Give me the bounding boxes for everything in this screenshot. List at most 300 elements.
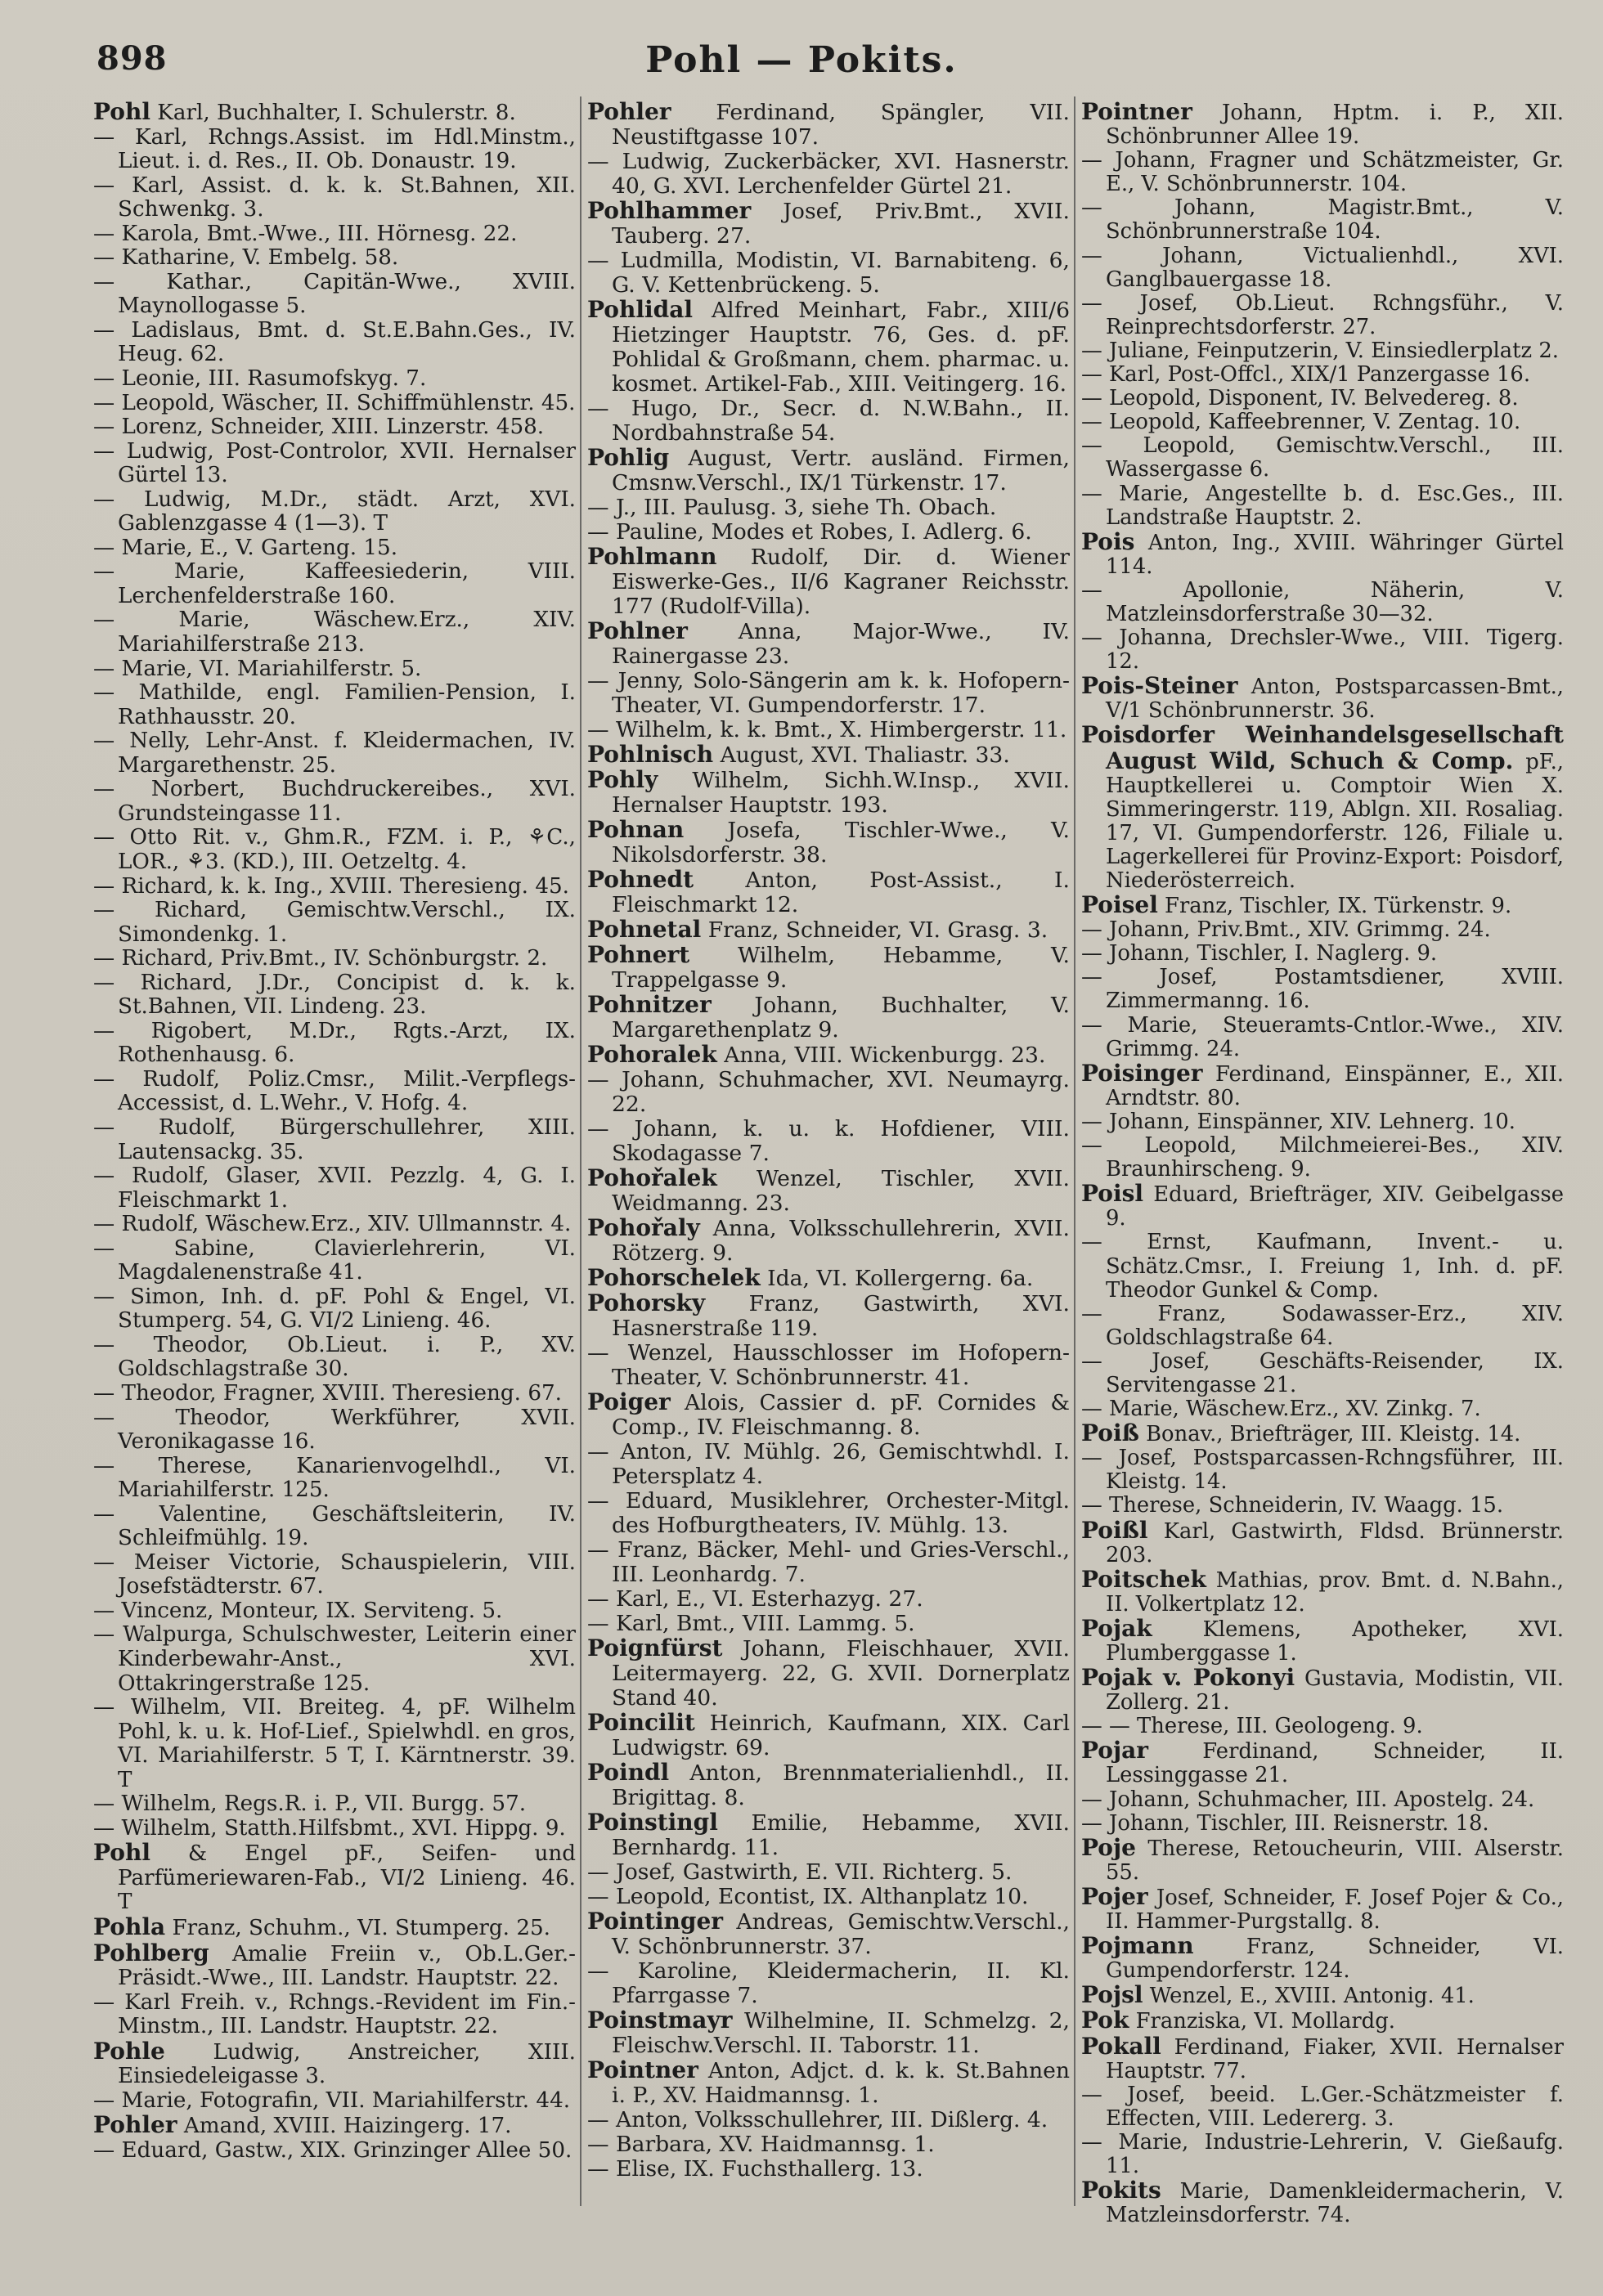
directory-entry	[93, 826, 576, 874]
directory-entry	[1081, 1231, 1564, 1302]
directory-entry	[587, 1291, 1070, 1341]
directory-entry	[587, 545, 1070, 619]
directory-entry	[587, 1860, 1070, 1885]
entry-text: — Hugo, Dr., Secr. d. N.W.Bahn., II. Nordbahnstraße 54.	[587, 396, 1070, 446]
directory-entry	[93, 947, 576, 971]
directory-entry	[587, 718, 1070, 742]
entry-text: August, XVI. Thaliastr. 33.	[713, 742, 1010, 768]
directory-entry	[1081, 1934, 1564, 1983]
entry-text: — Marie, E., V. Garteng. 15.	[93, 535, 398, 560]
entry-surname: Pohlner	[587, 617, 688, 644]
directory-entry	[587, 1760, 1070, 1810]
directory-entry	[1081, 1518, 1564, 1567]
directory-entry	[587, 2157, 1070, 2182]
directory-entry	[1081, 1715, 1564, 1738]
directory-entry	[93, 1334, 576, 1382]
directory-entry	[93, 1285, 576, 1334]
directory-entry	[587, 917, 1070, 943]
entry-text: — Ladislaus, Bmt. d. St.E.Bahn.Ges., IV. Heug. 62.	[93, 317, 576, 367]
directory-entry	[587, 1810, 1070, 1860]
entry-text: — Rudolf, Bürgerschullehrer, XIII. Lautensackg. 35.	[93, 1114, 576, 1164]
directory-entry	[93, 560, 576, 608]
entry-surname: Pohlidal	[587, 296, 693, 323]
entry-text: Ferdinand, Schneider, II. Lessinggasse 21.	[1106, 1739, 1564, 1788]
entry-surname: Poiß	[1081, 1419, 1139, 1447]
directory-entry	[93, 2113, 576, 2139]
entry-surname: Pohnert	[587, 941, 690, 968]
entry-text: Karl, Gastwirth, Fldsd. Brünnerstr. 203.	[1106, 1518, 1564, 1567]
entry-text: — Katharine, V. Embelg. 58.	[93, 245, 399, 271]
entry-text: — Wenzel, Hausschlosser im Hofopern-Theater, V. Schönbrunnerstr. 41.	[587, 1340, 1070, 1390]
entry-surname: Pohlhammer	[587, 197, 752, 224]
entry-text: — Ludwig, M.Dr., städt. Arzt, XVI. Gablenzgasse 4 (1—3). T	[93, 487, 576, 536]
entry-text: Amand, XVIII. Haizingerg. 17.	[177, 2114, 512, 2139]
entry-surname: Pojsl	[1081, 1981, 1143, 2009]
entry-surname: Pohlmann	[587, 543, 717, 570]
entry-surname: Pohnitzer	[587, 991, 712, 1018]
entry-text: — Richard, J.Dr., Concipist d. k. k. St.Bahnen, VII. Lindeng. 23.	[93, 970, 576, 1020]
entry-text: — Walpurga, Schulschwester, Leiterin einer Kinderbewahr-Anst., XVI. Ottakringerstraße 125.	[93, 1622, 576, 1696]
entry-text: — Nelly, Lehr-Anst. f. Kleidermachen, IV. Margarethenstr. 25.	[93, 729, 576, 778]
entry-text: — Elise, IX. Fuchsthallerg. 13.	[587, 2156, 923, 2182]
directory-column-2	[587, 100, 1070, 2182]
entry-text: — Vincenz, Monteur, IX. Serviteng. 5.	[93, 1598, 503, 1623]
entry-text: — Valentine, Geschäftsleiterin, IV. Schleifmühlg. 19.	[93, 1501, 576, 1551]
directory-entry	[587, 1390, 1070, 1440]
directory-entry	[1081, 387, 1564, 410]
entry-surname: Pohle	[93, 2037, 165, 2065]
directory-entry	[93, 415, 576, 440]
entry-surname: Pohnan	[587, 816, 685, 843]
entry-text: — Karoline, Kleidermacherin, II. Kl. Pfarrgasse 7.	[587, 1958, 1070, 2008]
entry-text: — Leopold, Kaffeebrenner, V. Zentag. 10.	[1081, 410, 1521, 435]
entry-surname: Pois	[1081, 527, 1135, 555]
entry-surname: Pohl	[93, 1839, 150, 1867]
entry-text: Klemens, Apotheker, XVI. Plumberggasse 1.	[1106, 1617, 1564, 1666]
entry-text: — Ernst, Kaufmann, Invent.- u. Schätz.Cmsr., I. Freiung 1, Inh. d. pF. Theodor Gunkel & Comp.	[1081, 1230, 1564, 1303]
entry-surname: Pojak v. Pokonyi	[1081, 1664, 1295, 1692]
entry-surname: Poincilit	[587, 1709, 695, 1736]
directory-column-1	[93, 100, 576, 2163]
entry-text: Emilie, Hebamme, XVII. Bernhardg. 11.	[612, 1810, 1070, 1860]
directory-entry	[587, 993, 1070, 1043]
directory-entry	[93, 1068, 576, 1116]
directory-entry	[93, 899, 576, 947]
entry-text: — Marie, Wäschew.Erz., XV. Zinkg. 7.	[1081, 1397, 1481, 1422]
directory-entry	[587, 496, 1070, 520]
directory-entry	[587, 1587, 1070, 1612]
directory-entry	[587, 669, 1070, 718]
entry-text: — Josef, Gastwirth, E. VII. Richterg. 5.	[587, 1859, 1013, 1885]
entry-surname: Poisinger	[1081, 1059, 1203, 1087]
entry-text: Wilhelm, Sichh.W.Insp., XVII. Hernalser Hauptstr. 193.	[612, 768, 1070, 818]
directory-entry	[587, 1117, 1070, 1166]
directory-entry	[93, 778, 576, 826]
entry-text: Franziska, VI. Mollardg.	[1129, 2009, 1395, 2034]
entry-surname: Pohler	[93, 2111, 177, 2139]
directory-entry	[93, 1551, 576, 1599]
entry-text: — Leopold, Gemischtw.Verschl., III. Wassergasse 6.	[1081, 433, 1564, 482]
entry-surname: Pohořalek	[587, 1164, 717, 1191]
entry-surname: Pojer	[1081, 1882, 1148, 1910]
entry-text: Josefa, Tischler-Wwe., V. Nikolsdorferstr. 38.	[612, 818, 1070, 868]
entry-surname: Pohlnisch	[587, 741, 714, 768]
entry-text: — Kathar., Capitän-Wwe., XVIII. Maynollogasse 5.	[93, 269, 576, 319]
directory-entry	[93, 536, 576, 561]
directory-entry	[93, 1116, 576, 1164]
entry-surname: Pohly	[587, 766, 658, 793]
directory-entry	[587, 818, 1070, 868]
entry-text: Josef, Schneider, F. Josef Pojer & Co., II. Hammer-Purgstallg. 8.	[1106, 1885, 1564, 1935]
directory-entry	[1081, 1494, 1564, 1518]
directory-entry	[93, 1941, 576, 1991]
directory-entry	[587, 1216, 1070, 1266]
entry-surname: Pojak	[1081, 1614, 1152, 1642]
directory-entry	[93, 246, 576, 271]
directory-entry	[587, 2108, 1070, 2132]
entry-text: — Josef, Postamtsdiener, XVIII. Zimmermanng. 16.	[1081, 965, 1564, 1014]
directory-entry	[93, 608, 576, 657]
entry-text: — Johann, Tischler, III. Reisnerstr. 18.	[1081, 1810, 1489, 1836]
entry-text: Rudolf, Dir. d. Wiener Eiswerke-Ges., II/6 Kagraner Reichsstr. 177 (Rudolf-Villa).	[612, 545, 1070, 619]
entry-surname: Poisdorfer Weinhandelsgesellschaft August Wild, Schuch & Comp.	[1081, 721, 1564, 774]
entry-text: — Therese, Kanarienvogelhdl., VI. Mariahilferstr. 125.	[93, 1453, 576, 1503]
directory-entry	[1081, 942, 1564, 966]
entry-text: — Apollonie, Näherin, V. Matzleinsdorferstraße 30—32.	[1081, 577, 1564, 626]
entry-text: Karl, Buchhalter, I. Schulerstr. 8.	[150, 101, 516, 125]
directory-entry	[587, 520, 1070, 545]
directory-entry	[1081, 1882, 1564, 1935]
entry-surname: Poinstmayr	[587, 2007, 733, 2034]
entry-text: — Barbara, XV. Haidmannsg. 1.	[587, 2132, 935, 2157]
entry-text: — Therese, Schneiderin, IV. Waagg. 15.	[1081, 1493, 1504, 1518]
entry-text: Ferdinand, Einspänner, E., XII. Arndtstr. 80.	[1106, 1061, 1564, 1110]
entry-text: Bonav., Briefträger, III. Kleistg. 14.	[1138, 1422, 1521, 1447]
directory-entry	[1081, 1061, 1564, 1110]
entry-surname: Pointinger	[587, 1908, 724, 1935]
entry-text: — Karl, Bmt., VIII. Lammg. 5.	[587, 1611, 915, 1636]
entry-surname: Pokall	[1081, 2032, 1161, 2060]
directory-entry	[587, 2132, 1070, 2157]
entry-text: — Otto Rit. v., Ghm.R., FZM. i. P., ⚘C., LOR., ⚘3. (KD.), III. Oetzeltg. 4.	[93, 825, 576, 874]
entry-surname: Pohl	[93, 98, 150, 125]
directory-entry	[587, 1959, 1070, 2008]
directory-entry	[1081, 1833, 1564, 1885]
entry-text: Anna, Volksschullehrerin, XVII. Rötzerg. 9.	[612, 1216, 1070, 1266]
entry-text: Ferdinand, Spängler, VII. Neustiftgasse 107.	[612, 100, 1070, 150]
entry-text: Amalie Freiin v., Ob.L.Ger.-Präsidt.-Wwe., III. Landstr. Hauptstr. 22.	[118, 1941, 576, 1991]
directory-entry	[93, 222, 576, 247]
entry-text: — Theodor, Werkführer, XVII. Veronikagasse 16.	[93, 1405, 576, 1455]
running-title: Pohl — Pokits.	[645, 39, 958, 81]
directory-entry	[587, 742, 1070, 768]
directory-entry	[587, 1909, 1070, 1959]
entry-text: — Johann, Victualienhdl., XVI. Ganglbauergasse 18.	[1081, 243, 1564, 292]
entry-text: — Leopold, Econtist, IX. Althanplatz 10.	[587, 1884, 1029, 1909]
directory-entry	[93, 1696, 576, 1792]
directory-entry	[587, 1612, 1070, 1636]
entry-surname: Poitschek	[1081, 1565, 1206, 1593]
directory-entry	[93, 488, 576, 536]
directory-entry	[587, 1043, 1070, 1068]
directory-entry	[1081, 196, 1564, 244]
directory-entry	[93, 875, 576, 899]
directory-entry	[587, 1636, 1070, 1711]
entry-text: — Rudolf, Glaser, XVII. Pezzlg. 4, G. I. Fleischmarkt 1.	[93, 1164, 576, 1213]
entry-text: — Johann, Priv.Bmt., XIV. Grimmg. 24.	[1081, 917, 1491, 943]
entry-text: — Johann, Magistr.Bmt., V. Schönbrunnerstraße 104.	[1081, 195, 1564, 244]
directory-entry	[93, 1792, 576, 1817]
column-rule	[1074, 96, 1075, 2206]
entry-text: Alfred Meinhart, Fabr., XIII/6 Hietzinger Hauptstr. 76, Ges. d. pF. Pohlidal & Großmann, chem. pharmac. u. kosmet. Artikel-Fab., XIII. Veitingerg. 16.	[612, 298, 1070, 397]
directory-entry	[1081, 527, 1564, 579]
entry-text: Heinrich, Kaufmann, XIX. Carl Ludwigstr. 69.	[612, 1711, 1070, 1760]
entry-text: — Johann, Fragner und Schätzmeister, Gr. E., V. Schönbrunnerstr. 104.	[1081, 148, 1564, 197]
entry-surname: Pointner	[587, 2056, 698, 2083]
entry-surname: Pohlberg	[93, 1939, 209, 1966]
entry-text: — Franz, Sodawasser-Erz., XIV. Goldschlagstraße 64.	[1081, 1301, 1564, 1350]
entry-text: Anton, Ing., XVIII. Währinger Gürtel 114.	[1106, 530, 1564, 579]
entry-text: — Jenny, Solo-Sängerin am k. k. Hofopern-Theater, VI. Gumpendorferstr. 17.	[587, 668, 1070, 718]
entry-text: Therese, Retoucheurin, VIII. Alserstr. 55.	[1106, 1836, 1564, 1885]
entry-text: — J., III. Paulusg. 3, siehe Th. Obach.	[587, 495, 997, 520]
directory-entry	[93, 681, 576, 729]
entry-text: — Marie, VI. Mariahilferstr. 5.	[93, 656, 422, 681]
directory-entry	[1081, 1567, 1564, 1617]
entry-text: — Karl Freih. v., Rchngs.-Revident im Fin.-Minstm., III. Landstr. Hauptstr. 22.	[93, 1989, 576, 2039]
entry-surname: Poisel	[1081, 891, 1158, 919]
entry-surname: Pohnedt	[587, 866, 694, 893]
entry-text: — Rudolf, Poliz.Cmsr., Milit.-Verpflegs-Accessist, d. L.Wehr., V. Hofg. 4.	[93, 1066, 576, 1116]
directory-entry	[587, 868, 1070, 917]
entry-text: Anna, VIII. Wickenburgg. 23.	[716, 1043, 1046, 1068]
directory-entry	[587, 943, 1070, 993]
entry-text: pF., Hauptkellerei u. Comptoir Wien X. Simmeringerstr. 119, Ablgn. XII. Rosaliag. 17, VI. Gumpendorferstr. 126, Filiale u. Lagerkellerei für Provinz-Export: Poisdorf, Niederösterreich.	[1106, 749, 1565, 893]
directory-entry	[93, 440, 576, 488]
entry-surname: Pohorsky	[587, 1289, 706, 1316]
entry-surname: Poinstingl	[587, 1809, 718, 1836]
directory-entry	[93, 729, 576, 778]
directory-entry	[1081, 434, 1564, 482]
directory-entry	[587, 1166, 1070, 1216]
directory-entry	[93, 657, 576, 682]
entry-text: — Pauline, Modes et Robes, I. Adlerg. 6.	[587, 519, 1032, 545]
directory-entry	[93, 971, 576, 1020]
entry-text: — Marie, Angestellte b. d. Esc.Ges., III. Landstraße Hauptstr. 2.	[1081, 481, 1564, 530]
directory-entry	[587, 199, 1070, 249]
directory-entry	[93, 100, 576, 126]
directory-entry	[1081, 893, 1564, 918]
entry-text: Anton, Postsparcassen-Bmt., V/1 Schönbrunnerstr. 36.	[1106, 675, 1564, 724]
directory-entry	[1081, 1014, 1564, 1061]
directory-entry	[1081, 100, 1564, 149]
directory-entry	[1081, 626, 1564, 674]
entry-surname: Pois-Steiner	[1081, 672, 1238, 700]
entry-text: — Karl, E., VI. Esterhazyg. 27.	[587, 1586, 923, 1612]
directory-entry	[1081, 482, 1564, 530]
entry-surname: Pojar	[1081, 1737, 1149, 1765]
entry-text: Anton, Post-Assist., I. Fleischmarkt 12.	[612, 868, 1070, 917]
entry-text: — Marie, Fotografin, VII. Mariahilferstr. 44.	[93, 2087, 571, 2113]
directory-entry	[587, 1489, 1070, 1538]
entry-text: — Johann, Einspänner, XIV. Lehnerg. 10.	[1081, 1109, 1515, 1134]
entry-text: — Leonie, III. Rasumofskyg. 7.	[93, 366, 427, 392]
directory-entry	[1081, 674, 1564, 723]
directory-entry	[93, 1991, 576, 2039]
directory-entry	[1081, 2178, 1564, 2227]
entry-text: — Norbert, Buchdruckereibes., XVI. Grundsteingasse 11.	[93, 777, 576, 826]
entry-surname: Pohorschelek	[587, 1264, 761, 1291]
directory-entry	[1081, 579, 1564, 626]
entry-surname: Pokits	[1081, 2177, 1161, 2204]
directory-entry	[93, 126, 576, 174]
directory-entry	[587, 619, 1070, 669]
directory-entry	[1081, 1421, 1564, 1446]
directory-entry	[1081, 1788, 1564, 1812]
entry-text: — Josef, beeid. L.Ger.-Schätzmeister f. Effecten, VIII. Ledererg. 3.	[1081, 2082, 1564, 2131]
entry-text: — Johann, Schuhmacher, III. Apostelg. 24.	[1081, 1787, 1535, 1812]
directory-entry	[93, 2139, 576, 2164]
entry-text: — Josef, Geschäfts-Reisender, IX. Servitengasse 21.	[1081, 1348, 1564, 1397]
entry-text: — Josef, Postsparcassen-Rchngsführer, III. Kleistg. 14.	[1081, 1446, 1564, 1495]
entry-text: Wilhelm, Hebamme, V. Trappelgasse 9.	[612, 943, 1070, 993]
entry-text: — Ludwig, Post-Controlor, XVII. Hernalser Gürtel 13.	[93, 438, 576, 488]
entry-text: — Wilhelm, VII. Breiteg. 4, pF. Wilhelm Pohl, k. u. k. Hof-Lief., Spielwhdl. en gros, VI. Mariahilferstr. 5 T, I. Kärntnerstr. 39. T	[93, 1695, 576, 1792]
entry-text: — Karola, Bmt.-Wwe., III. Hörnesg. 22.	[93, 221, 518, 246]
directory-entry	[1081, 1397, 1564, 1421]
entry-text: — Richard, Gemischtw.Verschl., IX. Simondenkg. 1.	[93, 898, 576, 947]
directory-entry	[1081, 363, 1564, 387]
entry-text: Franz, Tischler, IX. Türkenstr. 9.	[1157, 894, 1512, 919]
entry-text: Mathias, prov. Bmt. d. N.Bahn., II. Volkertplatz 12.	[1106, 1567, 1564, 1617]
entry-text: — Franz, Bäcker, Mehl- und Gries-Verschl., III. Leonhardg. 7.	[587, 1537, 1070, 1587]
entry-surname: Pohoralek	[587, 1041, 717, 1068]
directory-entry	[1081, 1446, 1564, 1494]
directory-entry	[1081, 1134, 1564, 1182]
entry-text: — Karl, Rchngs.Assist. im Hdl.Minstm., Lieut. i. d. Res., II. Ob. Donaustr. 19.	[93, 124, 576, 174]
entry-text: & Engel pF., Seifen- und Parfümeriewaren-Fab., VI/2 Linieng. 46. T	[118, 1841, 576, 1915]
directory-entry	[587, 249, 1070, 298]
directory-entry	[587, 2008, 1070, 2058]
entry-text: Alois, Cassier d. pF. Cornides & Comp., IV. Fleischmanng. 8.	[612, 1390, 1070, 1440]
entry-surname: Pointner	[1081, 98, 1192, 125]
entry-text: — Eduard, Musiklehrer, Orchester-Mitgl. des Hofburgtheaters, IV. Mühlg. 13.	[587, 1488, 1070, 1538]
entry-text: Anton, Brennmaterialienhdl., II. Brigittag. 8.	[612, 1760, 1070, 1810]
entry-text: — Marie, Steueramts-Cntlor.-Wwe., XIV. Grimmg. 24.	[1081, 1012, 1564, 1061]
directory-entry	[93, 2089, 576, 2114]
entry-surname: Poje	[1081, 1833, 1136, 1861]
entry-text: Ida, VI. Kollergerng. 6a.	[760, 1266, 1034, 1291]
entry-text: — Simon, Inh. d. pF. Pohl & Engel, VI. Stumperg. 54, G. VI/2 Linieng. 46.	[93, 1284, 576, 1334]
entry-text: Wenzel, Tischler, XVII. Weidmanng. 23.	[612, 1166, 1070, 1216]
entry-text: August, Vertr. ausländ. Firmen, Cmsnw.Verschl., IX/1 Türkenstr. 17.	[612, 446, 1070, 496]
entry-text: Marie, Damenkleidermacherin, V. Matzleinsdorferstr. 74.	[1106, 2179, 1564, 2228]
directory-entry	[587, 150, 1070, 199]
entry-text: Franz, Schuhm., VI. Stumperg. 25.	[165, 1916, 550, 1941]
entry-text: — Karl, Post-Offcl., XIX/1 Panzergasse 16.	[1081, 362, 1531, 388]
entry-surname: Pok	[1081, 2007, 1129, 2034]
directory-entry	[1081, 2131, 1564, 2178]
entry-text: — Johanna, Drechsler-Wwe., VIII. Tigerg. 12.	[1081, 626, 1564, 675]
directory-entry	[1081, 2083, 1564, 2131]
entry-text: — Eduard, Gastw., XIX. Grinzinger Allee 50.	[93, 2137, 572, 2163]
directory-entry	[587, 100, 1070, 150]
entry-text: — — Therese, III. Geologeng. 9.	[1081, 1714, 1423, 1739]
entry-text: Franz, Schneider, VI. Gumpendorferstr. 124.	[1106, 1935, 1564, 1984]
entry-text: Gustavia, Modistin, VII. Zollerg. 21.	[1106, 1666, 1564, 1715]
directory-entry	[587, 397, 1070, 446]
directory-entry	[93, 1841, 576, 1915]
entry-text: — Lorenz, Schneider, XIII. Linzerstr. 458.	[93, 415, 545, 440]
entry-surname: Poiger	[587, 1388, 671, 1415]
directory-entry	[93, 1817, 576, 1841]
entry-text: — Johann, k. u. k. Hofdiener, VIII. Skodagasse 7.	[587, 1116, 1070, 1166]
entry-surname: Poignfürst	[587, 1635, 723, 1661]
entry-text: Franz, Gastwirth, XVI. Hasnerstraße 119.	[612, 1291, 1070, 1341]
directory-entry	[1081, 966, 1564, 1013]
directory-entry	[1081, 1812, 1564, 1836]
entry-text: Johann, Buchhalter, V. Margarethenplatz 9.	[612, 993, 1070, 1043]
directory-entry	[1081, 1614, 1564, 1666]
directory-entry	[93, 1503, 576, 1551]
directory-entry	[1081, 410, 1564, 434]
directory-entry	[93, 174, 576, 222]
directory-entry	[1081, 292, 1564, 339]
entry-text: — Rigobert, M.Dr., Rgts.-Arzt, IX. Rothenhausg. 6.	[93, 1018, 576, 1068]
directory-entry	[587, 1341, 1070, 1390]
directory-entry	[93, 392, 576, 416]
entry-surname: Pojmann	[1081, 1932, 1194, 1960]
entry-text: — Johann, Tischler, I. Naglerg. 9.	[1081, 941, 1438, 966]
entry-text: Ludwig, Anstreicher, XIII. Einsiedeleigasse 3.	[118, 2039, 576, 2089]
entry-text: — Leopold, Milchmeierei-Bes., XIV. Braunhirscheng. 9.	[1081, 1133, 1564, 1182]
entry-text: — Leopold, Disponent, IV. Belvedereg. 8.	[1081, 386, 1519, 411]
entry-text: — Marie, Industrie-Lehrerin, V. Gießaufg. 11.	[1081, 2129, 1564, 2178]
page-number: 898	[97, 39, 168, 78]
directory-entry	[93, 367, 576, 392]
entry-text: — Ludwig, Zuckerbäcker, XVI. Hasnerstr. 40, G. XVI. Lerchenfelder Gürtel 21.	[587, 149, 1070, 199]
entry-surname: Pohlig	[587, 444, 670, 471]
entry-surname: Poisl	[1081, 1180, 1144, 1208]
entry-text: Johann, Fleischhauer, XVII. Leitermayerg. 22, G. XVII. Dornerplatz Stand 40.	[612, 1636, 1070, 1711]
directory-entry	[93, 1623, 576, 1696]
entry-text: Andreas, Gemischtw.Verschl., V. Schönbrunnerstr. 37.	[612, 1909, 1070, 1959]
directory-entry	[587, 298, 1070, 397]
directory-entry	[1081, 918, 1564, 942]
entry-surname: Pohla	[93, 1913, 166, 1941]
directory-entry	[93, 1213, 576, 1237]
entry-text: — Meiser Victorie, Schauspielerin, VIII. Josefstädterstr. 67.	[93, 1549, 576, 1599]
directory-entry	[1081, 244, 1564, 292]
entry-text: — Marie, Wäschew.Erz., XIV. Mariahilferstraße 213.	[93, 608, 576, 657]
entry-text: — Richard, Priv.Bmt., IV. Schönburgstr. 2.	[93, 946, 548, 971]
entry-text: Wenzel, E., XVIII. Antonig. 41.	[1143, 1984, 1475, 2009]
directory-entry	[1081, 339, 1564, 363]
directory-entry	[1081, 2034, 1564, 2083]
entry-surname: Pohořaly	[587, 1214, 700, 1241]
directory-entry	[93, 1599, 576, 1624]
directory-entry	[587, 1068, 1070, 1117]
directory-entry	[1081, 1303, 1564, 1350]
directory-entry	[93, 1020, 576, 1068]
entry-text: — Theodor, Fragner, XVIII. Theresieng. 67.	[93, 1380, 562, 1406]
entry-text: — Rudolf, Wäschew.Erz., XIV. Ullmannstr. 4.	[93, 1212, 572, 1237]
entry-text: — Anton, IV. Mühlg. 26, Gemischtwhdl. I. Petersplatz 4.	[587, 1439, 1070, 1489]
directory-entry	[1081, 149, 1564, 196]
directory-entry	[93, 1406, 576, 1455]
directory-entry	[587, 768, 1070, 818]
entry-text: — Richard, k. k. Ing., XVIII. Theresieng. 45.	[93, 873, 569, 899]
